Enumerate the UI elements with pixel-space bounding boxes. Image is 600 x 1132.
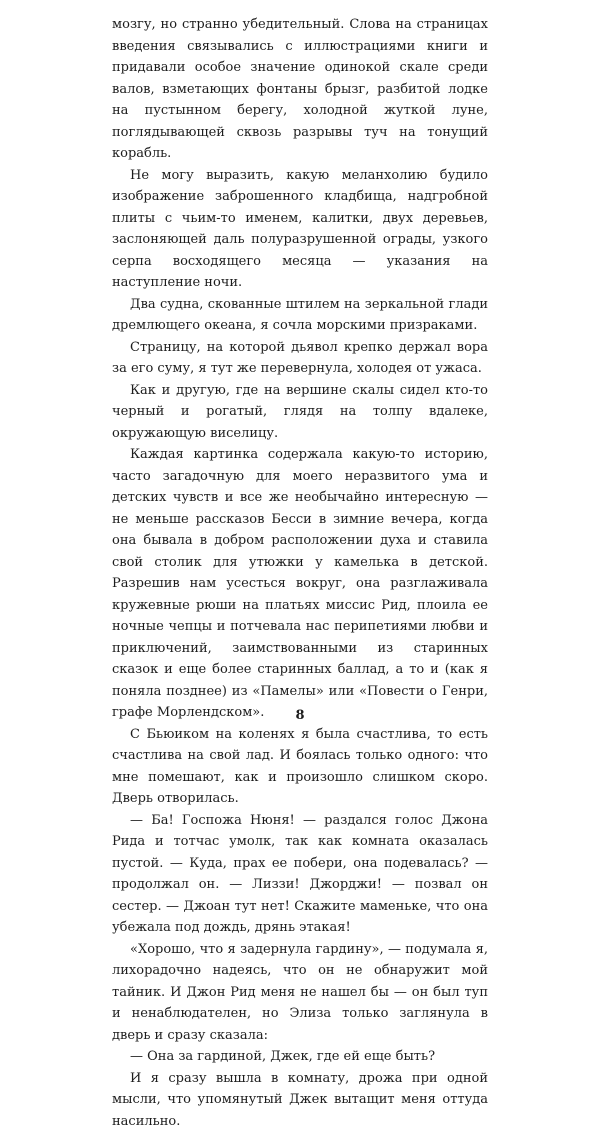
paragraph: С Бьюиком на коленях я была счастлива, то есть счастлива на свой лад. И боялась только одного: что мне помешают, как и произошло слишком скоро. Дверь отворилась. — [112, 724, 488, 810]
paragraph: Не могу выразить, какую меланхолию будило изображение заброшенного кладбища, надгробной плиты с чьим-то именем, калитки, двух деревьев, заслоняющей даль полуразрушенной ограды, узкого серпа восходящего месяца — указания на наступление ночи. — [112, 165, 488, 294]
page-number: 8 — [0, 708, 600, 723]
paragraph: Два судна, скованные штилем на зеркальной глади дремлющего океана, я сочла морскими призраками. — [112, 294, 488, 337]
paragraph: «Хорошо, что я задернула гардину», — подумала я, лихорадочно надеясь, что он не обнаружит мой тайник. И Джон Рид меня не нашел бы — он был туп и ненаблюдателен, но Элиза только заглянула в дверь и сразу сказала: — [112, 939, 488, 1047]
paragraph: Страницу, на которой дьявол крепко держал вора за его суму, я тут же перевернула, холодея от ужаса. — [112, 337, 488, 380]
page-text — [112, 14, 488, 1132]
paragraph: — Ба! Госпожа Нюня! — раздался голос Джона Рида и тотчас умолк, так как комната оказалась пустой. — Куда, прах ее побери, она подевалась? — продолжал он. — Лиззи! Джорджи! — позвал он сестер. — Джоан тут нет! Скажите маменьке, что она убежала под дождь, дрянь этакая! — [112, 810, 488, 939]
paragraph: И я сразу вышла в комнату, дрожа при одной мысли, что упомянутый Джек вытащит меня оттуда насильно. — [112, 1068, 488, 1132]
paragraph: Как и другую, где на вершине скалы сидел кто-то черный и рогатый, глядя на толпу вдалеке, окружающую виселицу. — [112, 380, 488, 445]
paragraph: мозгу, но странно убедительный. Слова на страницах введения связывались с иллюстрациями книги и придавали особое значение одинокой скале среди валов, взметающих фонтаны брызг, разбитой лодке на пустынном берегу, холодной жуткой луне, поглядывающей сквозь разрывы туч на тонущий корабль. — [112, 14, 488, 165]
paragraph: Каждая картинка содержала какую-то историю, часто загадочную для моего неразвитого ума и детских чувств и все же необычайно интересную — не меньше рассказов Бесси в зимние вечера, когда она бывала в добром расположении духа и ставила свой столик для утюжки у камелька в детской. Разрешив нам усесться вокруг, она разглаживала кружевные рюши на платьях миссис Рид, плоила ее ночные чепцы и потчевала нас перипетиями любви и приключений, заимствованными из старинных сказок и еще более старинных баллад, а то и (как я поняла позднее) из «Памелы» или «Повести о Генри, графе Морлендском». — [112, 444, 488, 724]
paragraph: — Она за гардиной, Джек, где ей еще быть? — [112, 1046, 488, 1068]
